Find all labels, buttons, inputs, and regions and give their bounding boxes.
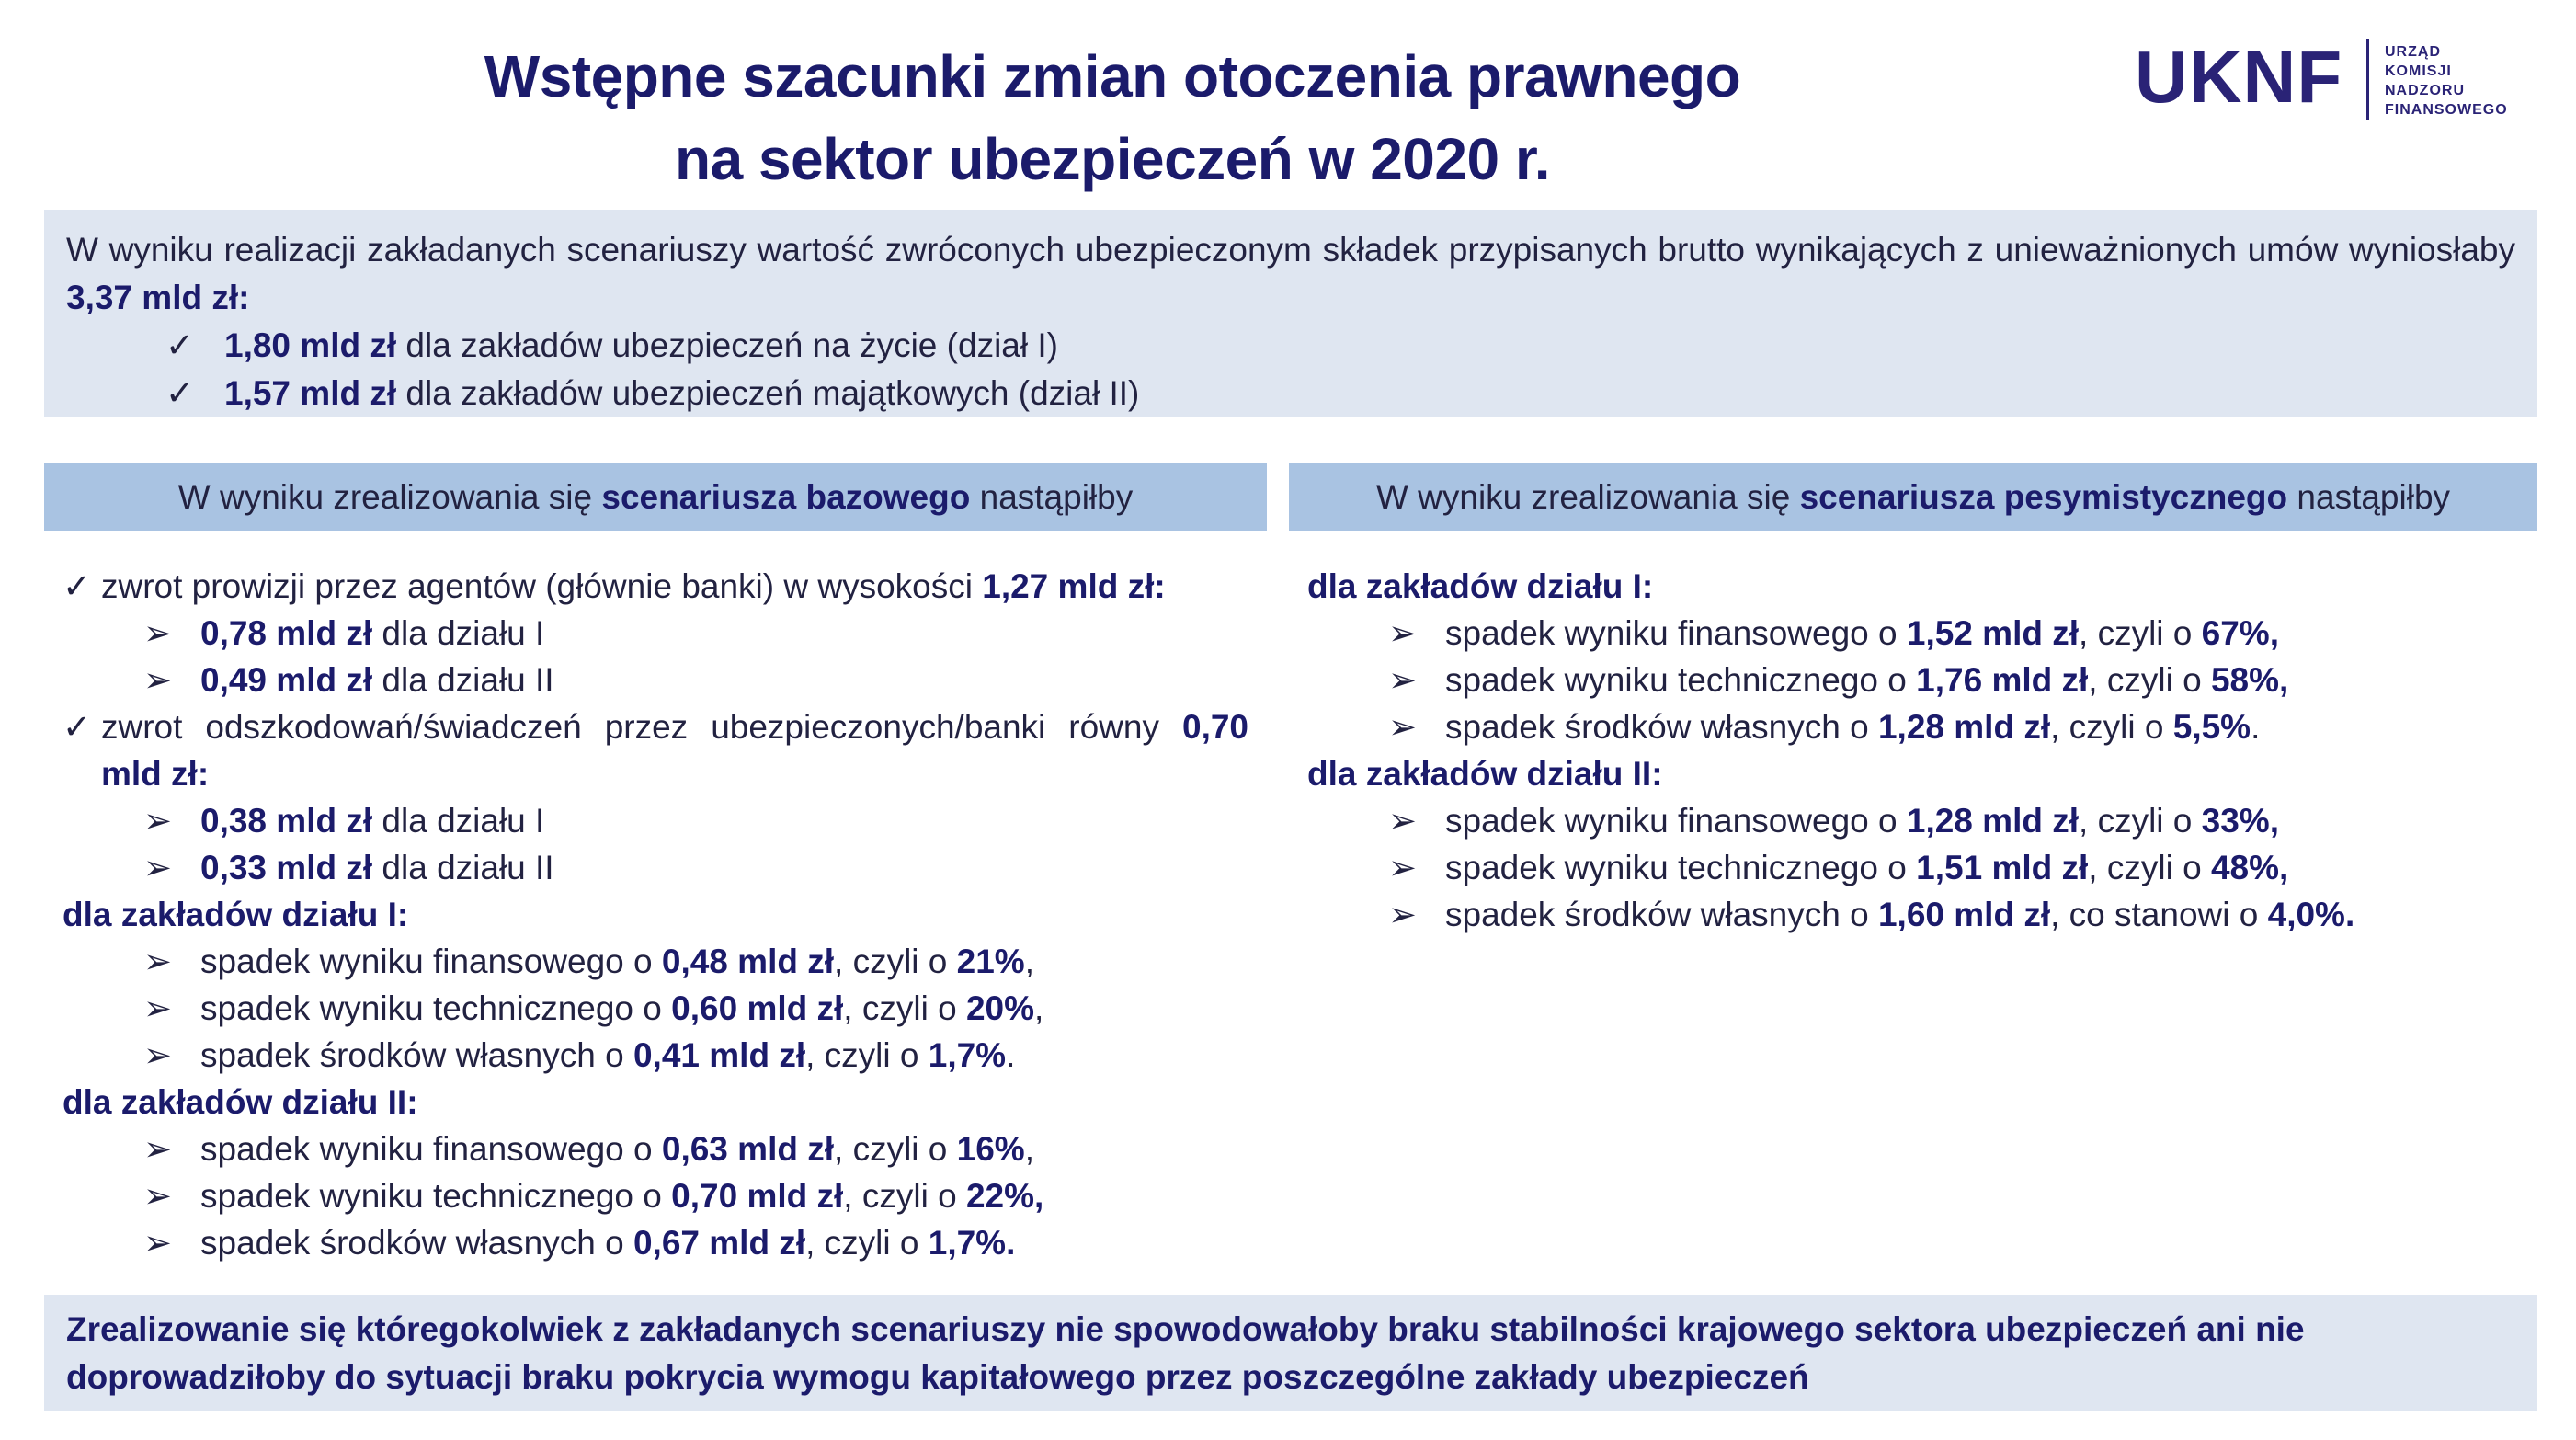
section-title: dla zakładów działu I: (1307, 567, 1654, 605)
logo-line: NADZORU (2385, 83, 2465, 98)
intro-item (66, 370, 2515, 417)
text: , czyli o (805, 1036, 919, 1074)
text: , czyli o (805, 1224, 919, 1262)
value: 0,41 mld zł (633, 1036, 806, 1074)
text: , (1034, 989, 1044, 1027)
text: , (1024, 943, 1034, 980)
intro-total: 3,37 mld zł: (66, 279, 250, 316)
sub-item (63, 1032, 1248, 1079)
value: 16% (956, 1130, 1025, 1168)
arrow-icon: ➢ (143, 849, 173, 886)
value: 48%, (2210, 849, 2289, 886)
text: spadek wyniku technicznego o (1445, 661, 1907, 699)
text: spadek środków własnych o (200, 1224, 624, 1262)
arrow-icon: ➢ (1388, 661, 1418, 699)
text: zwrot odszkodowań/świadczeń przez ubezpieczonych/banki równy (101, 708, 1159, 746)
text: , czyli o (2088, 849, 2202, 886)
sub-item (1307, 703, 2493, 750)
text: . (1006, 1036, 1016, 1074)
text: , czyli o (2079, 802, 2193, 840)
value: 0,33 mld zł (200, 849, 373, 886)
text: , czyli o (843, 989, 957, 1027)
base-scenario-column (63, 563, 1248, 1266)
logo-line: URZĄD (2385, 44, 2441, 60)
base-scenario-header (44, 463, 1267, 531)
section-title: dla zakładów działu II: (63, 1083, 418, 1121)
value: 0,60 mld zł (671, 989, 844, 1027)
logo-mark: UKNF (2135, 36, 2343, 118)
intro-text (66, 226, 2515, 322)
header-bold: scenariusza pesymistycznego (1799, 478, 2288, 516)
intro-item-text: dla zakładów ubezpieczeń na życie (dział I) (405, 326, 1058, 364)
logo-line: KOMISJI (2385, 63, 2452, 79)
arrow-icon: ➢ (143, 1130, 173, 1168)
check-icon: ✓ (165, 326, 195, 364)
text: spadek wyniku technicznego o (200, 1177, 662, 1215)
arrow-icon: ➢ (1388, 896, 1418, 933)
text: , (1024, 1130, 1034, 1168)
sub-item (1307, 657, 2493, 703)
text: , czyli o (834, 1130, 948, 1168)
sub-item (63, 1219, 1248, 1266)
text: , czyli o (843, 1177, 957, 1215)
list-item-text (101, 563, 1248, 610)
value: 0,70 mld zł (671, 1177, 844, 1215)
list-item (63, 563, 1248, 610)
sub-item (63, 844, 1248, 891)
text: spadek wyniku finansowego o (200, 943, 653, 980)
arrow-icon: ➢ (143, 1224, 173, 1262)
page-title (441, 35, 1784, 200)
arrow-icon: ➢ (1388, 802, 1418, 840)
value: 4,0%. (2267, 896, 2355, 933)
text: spadek wyniku technicznego o (200, 989, 662, 1027)
arrow-icon: ➢ (143, 943, 173, 980)
value: 0,63 mld zł (661, 1130, 835, 1168)
header-text: nastąpiłby (979, 478, 1134, 516)
list-item (63, 703, 1248, 797)
value: 22%, (965, 1177, 1044, 1215)
value: 1,51 mld zł (1916, 849, 2089, 886)
section-title: dla zakładów działu II: (1307, 755, 1663, 793)
intro-item-value: 1,80 mld zł (224, 326, 397, 364)
sub-item (63, 985, 1248, 1032)
text: , czyli o (834, 943, 948, 980)
text: , czyli o (2088, 661, 2202, 699)
intro-sentence: W wyniku realizacji zakładanych scenariuszy wartość zwróconych ubezpieczonym składek przypisanych brutto wynikających z unieważnionych umów wyniosłaby (66, 231, 2515, 269)
intro-box (44, 210, 2537, 417)
title-line-2: na sektor ubezpieczeń w 2020 r. (674, 126, 1551, 192)
arrow-icon: ➢ (1388, 849, 1418, 886)
value: 33%, (2201, 802, 2279, 840)
check-icon: ✓ (165, 374, 195, 412)
text: . (2251, 708, 2261, 746)
arrow-icon: ➢ (1388, 708, 1418, 746)
text: , czyli o (2079, 614, 2193, 652)
value: 1,60 mld zł (1877, 896, 2051, 933)
arrow-icon: ➢ (143, 614, 173, 652)
value: 1,28 mld zł (1877, 708, 2051, 746)
pessimistic-scenario-header (1289, 463, 2537, 531)
sub-item (63, 1126, 1248, 1172)
header-bold: scenariusza bazowego (601, 478, 971, 516)
text: spadek wyniku technicznego o (1445, 849, 1907, 886)
uknf-logo (2135, 37, 2548, 129)
text: dla działu I (382, 802, 545, 840)
text: , czyli o (2050, 708, 2164, 746)
text: dla działu I (382, 614, 545, 652)
arrow-icon: ➢ (143, 989, 173, 1027)
header-text: W wyniku zrealizowania się (1375, 478, 1791, 516)
sub-item (1307, 891, 2493, 938)
arrow-icon: ➢ (143, 1036, 173, 1074)
sub-item (63, 610, 1248, 657)
value: 58%, (2210, 661, 2289, 699)
value: 20% (965, 989, 1034, 1027)
text: , co stanowi o (2050, 896, 2259, 933)
value: 0,49 mld zł (200, 661, 373, 699)
value: 0,38 mld zł (200, 802, 373, 840)
text: spadek wyniku finansowego o (1445, 614, 1898, 652)
text: spadek wyniku finansowego o (200, 1130, 653, 1168)
conclusion-box (44, 1295, 2537, 1411)
value: 1,27 mld zł: (982, 567, 1166, 605)
sub-item (63, 938, 1248, 985)
sub-item (1307, 797, 2493, 844)
sub-item (63, 657, 1248, 703)
sub-item (1307, 844, 2493, 891)
header-text: W wyniku zrealizowania się (177, 478, 593, 516)
arrow-icon: ➢ (1388, 614, 1418, 652)
conclusion-text: Zrealizowanie się któregokolwiek z zakładanych scenariuszy nie spowodowałoby braku stabilności krajowego sektora ubezpieczeń ani nie doprowadziłoby do sytuacji braku pokrycia wymogu kapitałowego przez poszczególne zakłady ubezpieczeń (66, 1310, 2305, 1396)
value: 0,67 mld zł (633, 1224, 806, 1262)
text: spadek środków własnych o (1445, 896, 1869, 933)
sub-item (63, 797, 1248, 844)
list-item-text (101, 703, 1248, 797)
text: dla działu II (382, 849, 554, 886)
check-icon: ✓ (63, 708, 92, 746)
intro-item-value: 1,57 mld zł (224, 374, 397, 412)
logo-divider (2366, 39, 2369, 120)
text: spadek środków własnych o (200, 1036, 624, 1074)
value: 1,76 mld zł (1916, 661, 2089, 699)
value: 0,70 mld zł: (101, 708, 1249, 793)
title-line-1: Wstępne szacunki zmian otoczenia prawnego (484, 43, 1741, 109)
value: 67%, (2201, 614, 2279, 652)
text: spadek wyniku finansowego o (1445, 802, 1898, 840)
section-title: dla zakładów działu I: (63, 896, 409, 933)
value: 0,78 mld zł (200, 614, 373, 652)
arrow-icon: ➢ (143, 1177, 173, 1215)
value: 1,7%. (928, 1224, 1016, 1262)
value: 0,48 mld zł (661, 943, 835, 980)
arrow-icon: ➢ (143, 661, 173, 699)
value: 1,7% (928, 1036, 1007, 1074)
value: 21% (956, 943, 1025, 980)
value: 1,52 mld zł (1906, 614, 2080, 652)
value: 5,5% (2172, 708, 2251, 746)
sub-item (1307, 610, 2493, 657)
pessimistic-scenario-column (1307, 563, 2493, 938)
logo-line: FINANSOWEGO (2385, 102, 2508, 118)
value: 1,28 mld zł (1906, 802, 2080, 840)
intro-item-text: dla zakładów ubezpieczeń majątkowych (dział II) (405, 374, 1140, 412)
logo-text (2385, 42, 2508, 120)
intro-item (66, 322, 2515, 370)
arrow-icon: ➢ (143, 802, 173, 840)
text: zwrot prowizji przez agentów (głównie banki) w wysokości (101, 567, 973, 605)
header-text: nastąpiłby (2297, 478, 2451, 516)
text: dla działu II (382, 661, 554, 699)
text: spadek środków własnych o (1445, 708, 1869, 746)
sub-item (63, 1172, 1248, 1219)
check-icon: ✓ (63, 567, 92, 605)
